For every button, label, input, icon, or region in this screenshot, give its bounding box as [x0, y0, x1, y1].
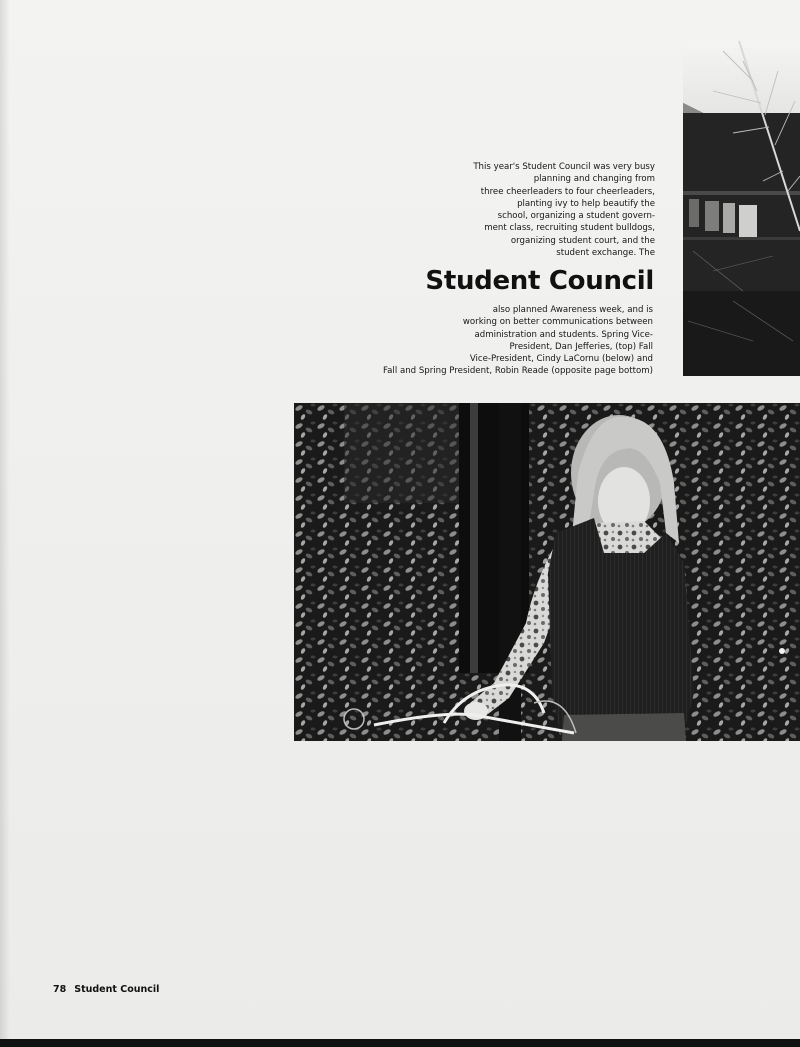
intro-line: This year's Student Council was very busy — [473, 162, 655, 172]
photo-building-tree — [683, 41, 800, 376]
page-folio — [53, 984, 159, 995]
body-line: working on better communications between — [462, 317, 653, 328]
body-line: President, Dan Jefferies, (top) Fall — [509, 341, 653, 352]
page-bottom-edge — [0, 1039, 800, 1047]
page-number: 78 — [53, 984, 67, 995]
intro-line: planning and changing from — [533, 174, 655, 185]
photo-student-with-bicycle — [294, 403, 800, 741]
body-line: administration and students. Spring Vice- — [474, 329, 653, 340]
body-line: Vice-President, Cindy LaCornu (below) and — [469, 354, 653, 365]
body-line: Fall and Spring President, Robin Reade (opposite page bottom) — [383, 366, 653, 377]
intro-line: organizing student court, and the — [510, 235, 655, 246]
photo-building-tree-image — [683, 41, 800, 376]
intro-line: three cheerleaders to four cheerleaders, — [480, 186, 655, 197]
intro-line: student exchange. The — [556, 248, 655, 259]
intro-line: planting ivy to help beautify the — [517, 198, 655, 209]
photo-student-with-bicycle-image — [294, 403, 800, 741]
intro-line: school, organizing a student govern- — [497, 211, 655, 222]
folio-section-title: Student Council — [74, 984, 160, 995]
binding-gutter-shadow — [0, 0, 10, 1047]
intro-paragraph — [415, 161, 655, 259]
page-headline: Student Council — [425, 266, 654, 296]
body-paragraph — [363, 304, 653, 378]
body-line: also planned Awareness week, and is — [492, 305, 653, 315]
intro-line: ment class, recruiting student bulldogs, — [484, 223, 655, 234]
